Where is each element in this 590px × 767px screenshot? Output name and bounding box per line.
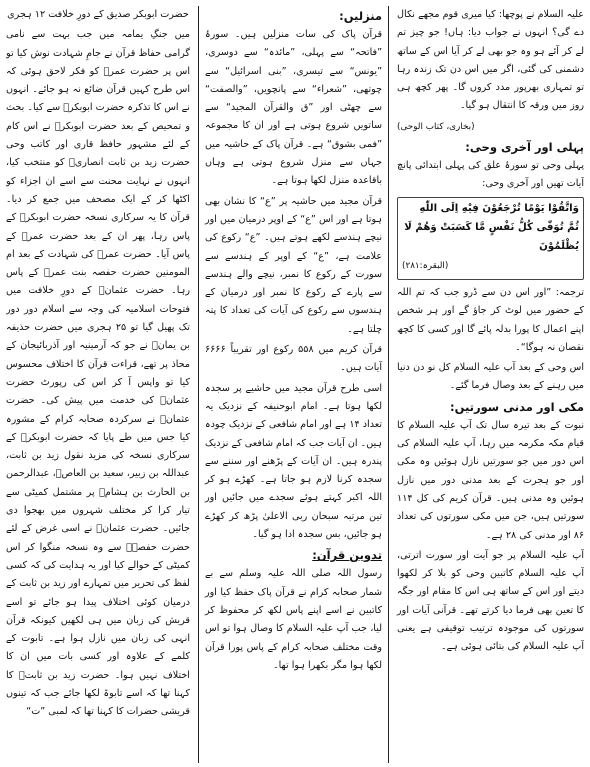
first-last-revelation-text: پہلی وحی تو سورۂ علق کی پہلی ابتدائی پانچ آیات تھیں اور آخری وحی: <box>397 160 584 190</box>
intro-paragraph: علیہ السلام نے پوچھا: کیا میری قوم مجھے نکال دے گی؟ انہوں نے جواب دیا: ہاں! جو چیز تم لے کر آئے ہو وہ جو بھی لے کر آیا اس کے ساتھ دشمنی کی گئی، اگر میں اس دن تک زندہ رہا تو تمہاری بھرپور مدد کروں گا۔ پھر کچھ ہی روز میں ورقہ کا انتقال ہو گیا۔ <box>397 9 584 112</box>
ayat-count-paragraph: قرآن کریم میں ۵۵۸ رکوع اور تقریباً ۶۶۶۶ آیات ہیں۔ <box>204 344 383 374</box>
right-column <box>393 6 584 763</box>
translation-paragraph: ترجمہ: ”اور اس دن سے ڈرو جب کہ تم اللہ کے حضور میں لوٹ کر جاؤ گے اور ہر شخص اپنے اعمال کا پورا بدلہ پائے گا اور کسی کا کچھ نقصان نہ ہوگا“۔ <box>397 286 584 353</box>
middle-column <box>198 6 389 763</box>
tadveen-paragraph: رسول اللہ صلی اللہ علیہ وسلم سے بے شمار صحابہ کرام نے قرآن پاک حفظ کیا اور کاتبین نے اسے اپنے پاس لکھ کر محفوظ کر لیا، جب آپ علیہ السلام کا وصال ہوا تو اس وقت مختلف صحابہ کرام کے پاس پورا قرآن لکھا ہوا مگر بکھرا ہوا تھا۔ <box>204 568 383 671</box>
intro-reference: (بخاری، کتاب الوحی) <box>397 121 475 132</box>
after-translation-paragraph: اس وحی کے بعد آپ علیہ السلام کل نو دن دنیا میں رہنے کے بعد وصال فرما گئے۔ <box>397 362 584 392</box>
verse-line-3: یُظْلَمُوْنَ <box>539 240 579 252</box>
first-last-revelation-heading: پہلی اور آخری وحی: <box>465 140 584 155</box>
verse-line-1: وَاتَّقُوْا یَوْمًا تُرْجَعُوْنَ فِیْهِ اِلَی اللّٰهِ <box>419 202 579 214</box>
tadveen-heading: تدوین قرآن: <box>312 548 383 563</box>
manzilen-paragraph: قرآن پاک کی سات منزلیں ہیں۔ سورۂ ”فاتحہ“ سے پہلی، ”مائدہ“ سے دوسری، ”یونس“ سے تیسری، ”بنی اسرائیل“ سے چوتھی، ”شعراء“ سے پانچویں، ”والصفت“ سے چھٹی اور ”ق والقرآن المجید“ سے ساتویں شروع ہوتی ہے اور ان کا مجموعہ ”فمی بشوق“ ہے۔ قرآن پاک کے حاشیہ میں جہاں سے منزل شروع ہوتی ہے وہاں باقاعدہ منزل لکھا ہوتا ہے۔ <box>204 29 383 187</box>
makki-madani-heading: مکی اور مدنی سورتیں: <box>450 399 584 414</box>
left-column-title: حضرت ابوبکر صدیق کے دورِ خلافت ۱۲ ہجری <box>7 9 189 20</box>
left-column <box>6 6 194 763</box>
ruku-paragraph: قرآن مجید میں حاشیہ پر ”ع“ کا نشان بھی ہوتا ہے اور اس ”ع“ کے اوپر درمیان میں اور نیچے ہندسے لکھے ہوتے ہیں۔ ”ع“ رکوع کی علامت ہے، ”ع“ کے اوپر کے ہندسے سے سورت کے رکوع کا نمبر، نیچے والے ہندسے سے پارے کے رکوع کا نمبر اور درمیان کے ہندسوں سے رکوع کی آیات کی تعداد کا پتہ چلتا ہے۔ <box>204 195 383 335</box>
closing-paragraph: آپ علیہ السلام پر جو آیت اور سورت اترتی، آپ علیہ السلام کاتبین وحی کو بلا کر لکھوا دیتے اور اس کے ساتھ ہی اس کا مقام اور جگہ کا تعین بھی فرما دیا کرتے تھے۔ قرآنی آیات اور سورتوں کی موجودہ ترتیب توقیفی ہے یعنی آپ علیہ السلام کی بتائی ہوئی ہے۔ <box>397 549 584 653</box>
compilation-paragraph: میں جنگِ یمامہ میں جب بہت سے نامی گرامی حفاظ قرآن نے جامِ شہادت نوش کیا تو اس پر حضرت عمرؓ کو فکر لاحق ہوئی کہ اس طرح کہیں قرآن ضائع نہ ہو جائے۔ انہوں نے اس کا تذکرہ حضرت ابوبکرؓ سے کیا۔ بحث و تمحیص کے بعد حضرت ابوبکرؓ نے اس کام کے لئے مشہور حافظ قاری اور کاتب وحی حضرت زید بن ثابت انصاریؓ کو منتخب کیا، انہوں نے نہایت محنت سے اسے ان اجزاء کو اکٹھا کر کے ایک مصحف میں جمع کر دیا۔ قرآن کا یہ سرکاری نسخہ حضرت ابوبکرؓ کے پاس رہا، پھر ان کے بعد حضرت عمرؓ کے پاس آیا۔ حضرت عمرؓ کی شہادت کے بعد ام المومنین حضرت حفصہ بنت عمرؓ کے پاس رہا۔ حضرت عثمانؓ کے دورِ خلافت میں فتوحات اسلامیہ کی وجہ سے اسلام دور دور تک پھیل گیا تو ۲۵ ہجری میں حضرت حذیفہ بن یمانؓ نے جو کہ آرمینیہ اور آذربائیجان کے محاذ پر تھے، قراءت قرآن کا اختلاف محسوس کیا تو واپس آ کر اس کی رپورٹ حضرت عثمانؓ کی خدمت میں پیش کی۔ حضرت عثمانؓ نے سرکردہ صحابہ کرام کے مشورہ کیا جس میں طے پایا کہ حضرت ابوبکرؓ کے سرکاری نسخہ کی مزید نقول زید بن ثابت، عبداللہ بن زبیر، سعید بن العاصؓ، عبدالرحمن بن الحارث بن ہشامؓ پر مشتمل کمیٹی سے تیار کرا کر مختلف شہروں میں بھجوا دی جائیں۔ حضرت عثمانؓ نے اسی غرض کے لئے حضرت حفصہؓ سے وہ نسخہ منگوا کر اس کمیٹی کے حوالے کیا اور یہ ہدایت کی کہ کسی لفظ کی تحریر میں تمہارے اور زید بن ثابت کے درمیان کوئی اختلاف پیدا ہو جائے تو اسے قریش کی زبان میں ہی لکھیں کیونکہ قرآن انہی کی زبان میں نازل ہوا ہے۔ تابوت کے کلمے کے علاوہ اور کسی بات میں ان کا اختلاف نہیں ہوا۔ حضرت زید بن ثابتؓ کا کہنا تھا کہ اسے تابوۃ لکھا جائے جب کہ تینوں قریشی حضرات کا کہنا تھا کہ لمبی ”ت“ <box>6 29 190 718</box>
makki-madani-paragraph: نبوت کے بعد تیرہ سال تک آپ علیہ السلام کا قیام مکہ مکرمہ میں رہا، آپ علیہ السلام کی اس دور میں جو سورتیں نازل ہوئیں وہ مکی اور جو ہجرت کے بعد مدنی دور میں نازل ہوئیں وہ مدنی ہیں۔ قرآن کریم کی کل ۱۱۴ سورتیں ہیں، جن میں مکی سورتوں کی تعداد ۸۶ اور مدنی کی ۲۸ ہے۔ <box>397 419 584 541</box>
manzilen-heading: منزلیں: <box>339 9 383 23</box>
verse-line-2: ثُمَّ تُوَفّٰی كُلُّ نَفْسٍ مَّا كَسَبَتْ وَهُمْ لَا <box>404 221 579 233</box>
quran-verse-block <box>397 197 584 280</box>
sajda-paragraph: اسی طرح قرآن مجید میں حاشیے پر سجدہ لکھا ہوتا ہے۔ امام ابوحنیفہ کے نزدیک یہ تعداد ۱۴ ہے اور امام شافعی کے نزدیک چودہ ہیں۔ ان آیات جب کہ امام شافعی کے نزدیک پندرہ ہیں۔ ان آیات کے پڑھنے اور سننے سے سجدہ کرنا لازم ہو جاتا ہے۔ کھڑے ہو کر اللہ اکبر کہتے ہوئے سجدے میں جائیں اور تین مرتبہ سبحان ربی الاعلیٰ پڑھ کر کھڑے ہو جائیں، بس سجدہ ادا ہو گیا۔ <box>204 382 383 541</box>
verse-reference: (البقرہ:۲۸۱) <box>402 260 449 271</box>
